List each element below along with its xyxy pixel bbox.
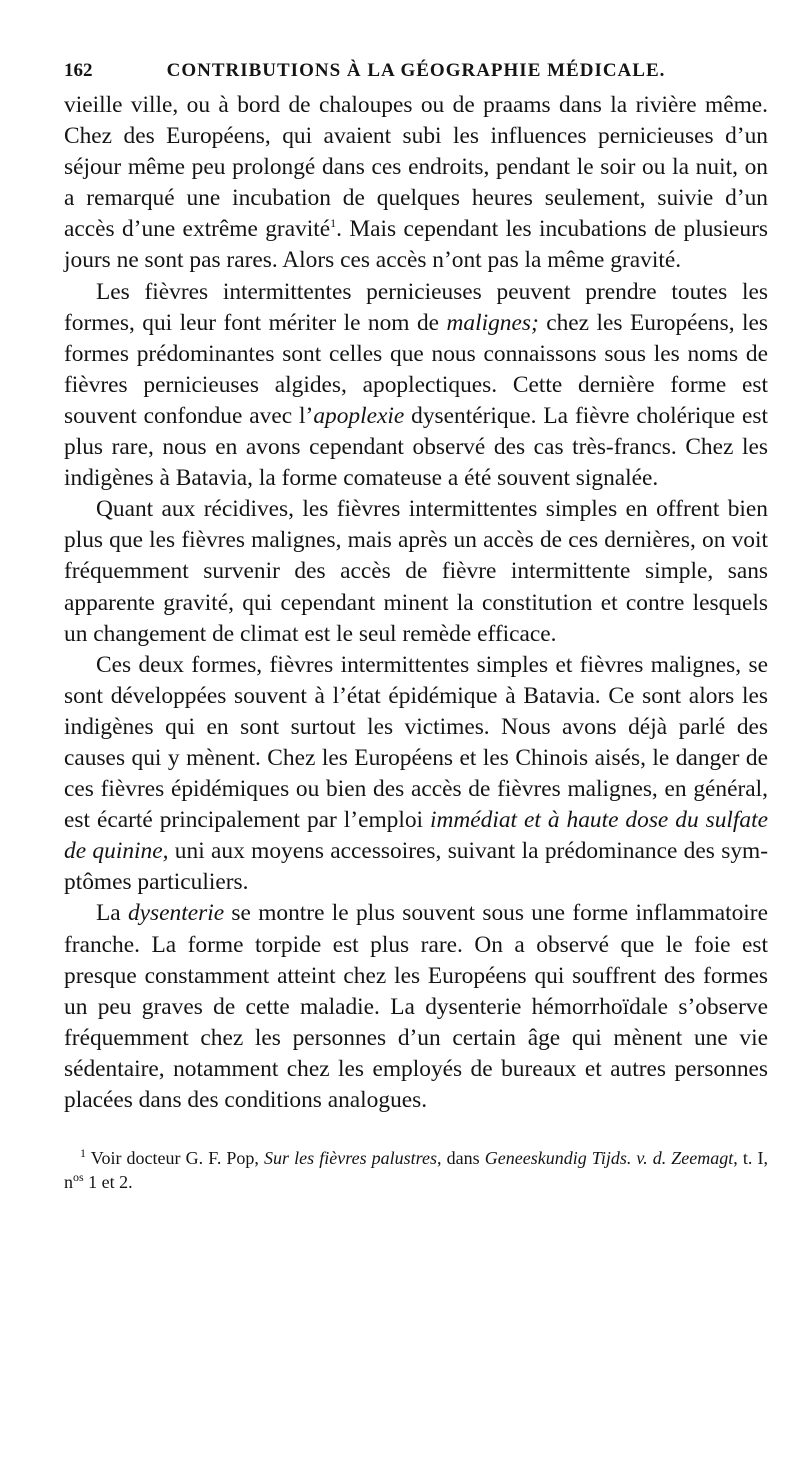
paragraph — [64, 898, 768, 1116]
text-run: dysentérique. La fièvre cholérique est plus rare, nous en avons cependant observé des cas très-francs. Chez les indigènes à Batavia, la forme comateuse a été souvent signalée. — [64, 402, 768, 492]
footnote — [64, 1146, 768, 1194]
paragraph — [64, 277, 768, 495]
text-run: 1 et 2. — [83, 1172, 133, 1193]
text-run: Quant aux récidives, les fièvres intermittentes simples en offrent bien plus que les fièvres malignes, mais après un accès de ces dernières, on voit fréquemment survenir des accès de fièvre intermittente simple, sans apparente gravité, qui cependant minent la constitution et contre lesquels un changement de climat est le seul remède efficace. — [64, 496, 768, 647]
text-run: Ces deux formes, fièvres intermittentes simples et fièvres malignes, se sont développées souvent à l’état épidémique à Batavia. Ce sont alors les indigènes qui en sont surtout les victimes. Nous avons déjà parlé des causes qui y mènent. Chez les Européens et les Chinois aisés, le danger de ces fièvres épidémiques ou bien des accès de fièvres malignes, en général, est écarté principalement par l’emploi — [64, 651, 768, 834]
body-text — [64, 90, 768, 1116]
paragraph — [64, 90, 768, 277]
italic-text: Geneeskundig Tijds. v. d. Zeemagt — [484, 1148, 734, 1169]
document-page — [64, 52, 768, 1194]
running-header — [64, 52, 768, 90]
footnotes — [64, 1146, 768, 1194]
paragraph — [64, 494, 768, 649]
italic-text: Sur les fièvres palustres — [264, 1148, 438, 1169]
text-run: . Mais cependant les incubations de plusieurs jours ne sont pas rares. Alors ces accès n’ont pas la même gravité. — [64, 216, 768, 274]
text-run: , t. I, n — [64, 1148, 769, 1193]
italic-text: dysenterie — [127, 900, 225, 927]
italic-text: immédiat et à haute dose du sulfate de quinine, — [64, 807, 768, 865]
text-run: La — [96, 900, 128, 927]
text-run: chez les Européens, les formes prédominantes sont celles que nous connaissons sous les noms de fièvres pernicieuses algides, apoplectiques. Cette dernière forme est souvent confondue avec l’ — [64, 309, 768, 429]
italic-text: apoplexie — [313, 402, 405, 429]
paragraph — [64, 650, 768, 899]
text-run: uni aux moyens accessoires, suivant la prédominance des symptômes particuliers. — [64, 838, 769, 896]
text-run: vieille ville, ou à bord de chaloupes ou de praams dans la rivière même. Chez des Européens, qui avaient subi les influences pernicieuses d’un séjour même peu prolongé dans ces endroits, pendant le soir ou la nuit, on a remarqué une incubation de quelques heures seulement, suivie d’un accès d’une extrême gravité — [64, 92, 768, 243]
text-run: , dans — [437, 1148, 485, 1169]
italic-text: malignes; — [446, 309, 539, 336]
footnote-mark: os — [73, 1170, 84, 1185]
running-title: CONTRIBUTIONS À LA GÉOGRAPHIE MÉDICALE. — [166, 60, 666, 81]
text-run: Les fièvres intermittentes pernicieuses peuvent prendre toutes les formes, qui leur font mériter le nom de — [64, 278, 768, 336]
footnote-mark: 1 — [80, 1146, 86, 1161]
footnote-mark: 1 — [330, 216, 337, 231]
text-run: se montre le plus souvent sous une forme inflammatoire franche. La forme torpide est plus rare. On a observé que le foie est presque constamment atteint chez les Européens qui souffrent des formes un peu graves de cette maladie. La dysenterie hémorrhoïdale s’observe fréquemment chez les personnes d’un certain âge qui mènent une vie sédentaire, notamment chez les employés de bureaux et autres personnes placées dans des conditions analogues. — [64, 900, 768, 1113]
page-number: 162 — [64, 60, 93, 81]
text-run: Voir docteur G. F. Pop, — [86, 1148, 265, 1169]
